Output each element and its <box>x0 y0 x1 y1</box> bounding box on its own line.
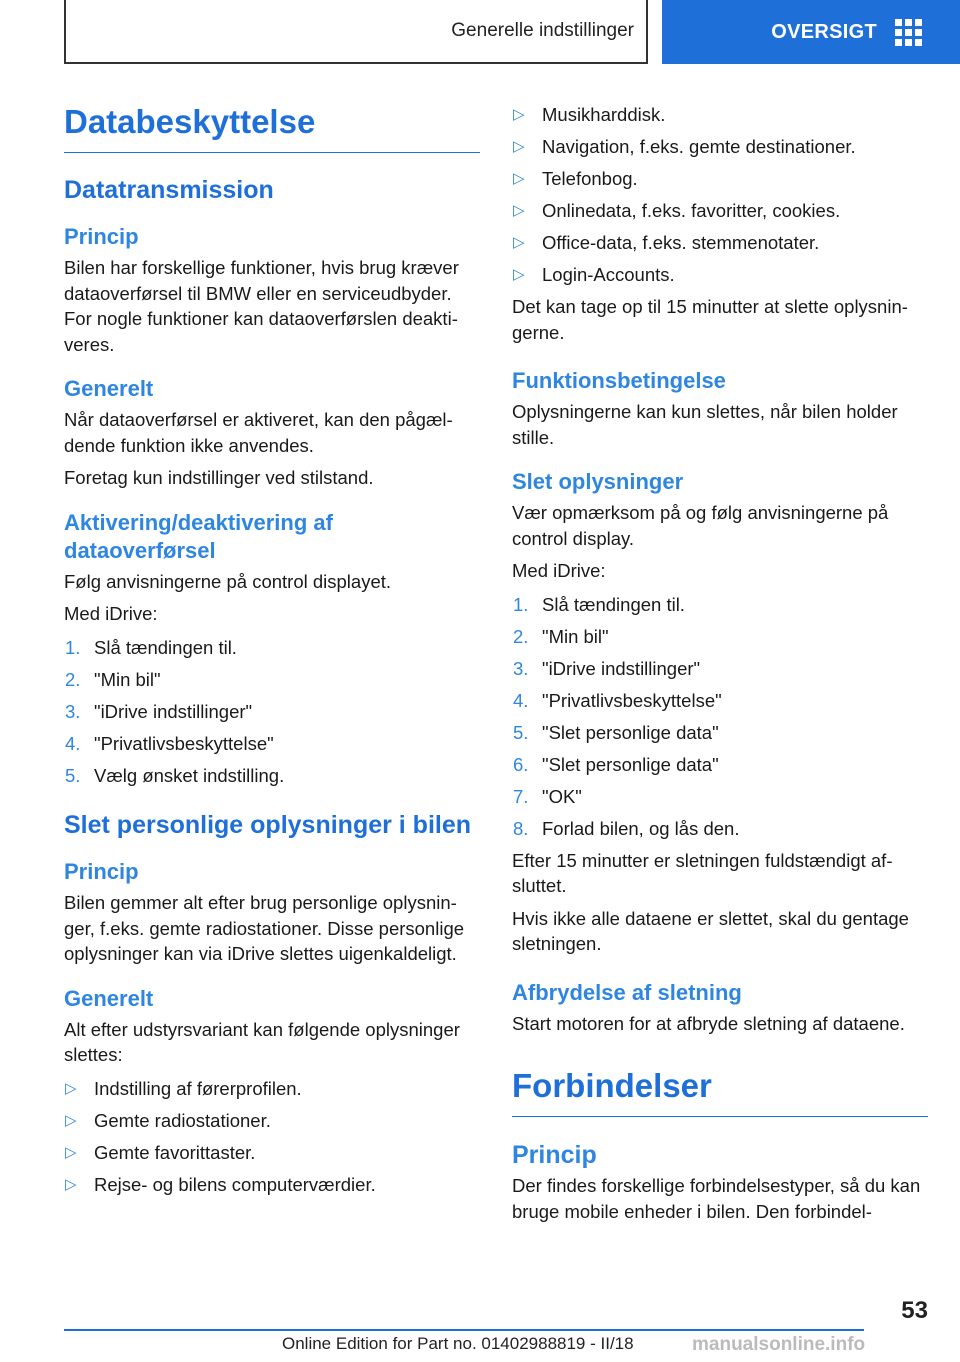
list-item: 8. Forlad bilen, og lås den. <box>513 817 740 839</box>
heading-slet-personlige: Slet personlige oplysninger i bilen <box>64 811 472 839</box>
overview-button[interactable] <box>662 0 960 64</box>
heading-generelt: Generelt <box>64 376 154 401</box>
list-item: 3. "iDrive indstillinger" <box>513 657 701 679</box>
section-title: Generelle indstillinger <box>451 20 634 41</box>
paragraph-generelt-2: Foretag kun indstillinger ved stilstand. <box>64 467 374 488</box>
triangle-bullet-icon: ▷ <box>513 202 525 219</box>
heading-funktionsbetingelse: Funktionsbetingelse <box>512 368 726 393</box>
paragraph-afbrydelse: Start motoren for at afbryde sletning af dataene. <box>512 1012 905 1034</box>
triangle-bullet-icon: ▷ <box>513 138 525 155</box>
paragraph-princip-2: Bilen gemmer alt efter brug personlige oplysninger, f.eks. gemte radiostationer. Disse personlige oplysninger kan via iDrive slettes uigenkaldeligt. <box>64 892 465 964</box>
list-item: 7. "OK" <box>513 785 582 807</box>
list-item: ▷ Gemte favorittaster. <box>64 1140 480 1166</box>
paragraph-slet-2: Med iDrive: <box>512 560 606 581</box>
list-item: ▷ Indstilling af førerprofilen. <box>64 1076 480 1102</box>
list-item: 4. "Privatlivsbeskyttelse" <box>513 689 722 711</box>
list-item: ▷ Rejse- og bilens computerværdier. <box>64 1172 480 1198</box>
left-column <box>64 98 480 1204</box>
list-item: 3. "iDrive indstillinger" <box>65 700 253 722</box>
running-header <box>64 0 648 64</box>
page-title: Databeskyttelse <box>64 98 480 153</box>
delete-steps <box>512 592 928 842</box>
paragraph-princip: Bilen har forskellige funktioner, hvis brug kræver dataoverførsel til BMW eller en serviceudbyder. For nogle funktioner kan dataoverførslen deaktiveres. <box>64 257 459 355</box>
paragraph-aktivering-2: Med iDrive: <box>64 603 158 624</box>
heading-aktivering: Aktivering/deaktivering af dataoverførsel <box>64 509 333 563</box>
deletable-items <box>64 1076 480 1198</box>
list-item: ▷ Gemte radiostationer. <box>64 1108 480 1134</box>
list-item: ▷ Navigation, f.eks. gemte destinationer. <box>512 134 928 160</box>
paragraph-delete-time: Det kan tage op til 15 minutter at slette oplysningerne. <box>512 296 908 343</box>
triangle-bullet-icon: ▷ <box>513 234 525 251</box>
right-column <box>512 102 928 1231</box>
paragraph-generelt-3: Alt efter udstyrsvariant kan følgende oplysninger slettes: <box>64 1018 460 1065</box>
list-item: ▷ Onlinedata, f.eks. favoritter, cookies. <box>512 198 928 224</box>
list-item: 1. Slå tændingen til. <box>513 593 685 615</box>
list-item: 5. "Slet personlige data" <box>513 721 719 743</box>
list-item: ▷ Musikharddisk. <box>512 102 928 128</box>
triangle-bullet-icon: ▷ <box>65 1143 77 1161</box>
list-item: 6. "Slet personlige data" <box>513 753 719 775</box>
paragraph-slet-1: Vær opmærksom på og følg anvisningerne på control display. <box>512 502 889 549</box>
page-number: 53 <box>901 1297 928 1324</box>
list-item: 1. Slå tændingen til. <box>65 636 237 658</box>
list-item: 4. "Privatlivsbeskyttelse" <box>65 732 274 754</box>
grid-menu-icon <box>895 19 922 46</box>
triangle-bullet-icon: ▷ <box>65 1079 77 1097</box>
activation-steps <box>64 635 480 789</box>
paragraph-princip-3: Der findes forskellige forbindelsestyper, så du kan bruge mobile enheder i bilen. Den forbindel- <box>512 1175 921 1222</box>
heading-princip-2: Princip <box>64 859 139 884</box>
list-item: ▷ Telefonbog. <box>512 166 928 192</box>
heading-generelt-2: Generelt <box>64 985 154 1011</box>
list-item: 5. Vælg ønsket indstilling. <box>65 764 285 786</box>
triangle-bullet-icon: ▷ <box>513 266 525 283</box>
paragraph-funktionsbetingelse: Oplysningerne kan kun slettes, når bilen holder stille. <box>512 401 898 448</box>
paragraph-generelt-1: Når dataoverførsel er aktiveret, kan den pågældende funktion ikke anvendes. <box>64 409 453 456</box>
list-item: ▷ Office-data, f.eks. stemmenotater. <box>512 230 928 256</box>
page-title-forbindelser: Forbindelser <box>512 1062 928 1117</box>
heading-princip-3: Princip <box>512 1141 597 1169</box>
triangle-bullet-icon: ▷ <box>65 1111 77 1129</box>
list-item: 2. "Min bil" <box>513 625 609 647</box>
triangle-bullet-icon: ▷ <box>513 106 525 123</box>
heading-afbrydelse: Afbrydelse af sletning <box>512 979 742 1005</box>
watermark: manualsonline.info <box>692 1334 866 1355</box>
list-item: 2. "Min bil" <box>65 668 161 690</box>
deletable-items-cont <box>512 102 928 288</box>
paragraph-after: Efter 15 minutter er sletningen fuldstændigt afsluttet. <box>512 849 893 896</box>
heading-princip: Princip <box>64 224 139 249</box>
list-item: ▷ Login-Accounts. <box>512 262 928 288</box>
footer-rule <box>64 1329 864 1331</box>
overview-label: OVERSIGT <box>771 20 877 43</box>
triangle-bullet-icon: ▷ <box>65 1175 77 1193</box>
heading-slet-oplysninger: Slet oplysninger <box>512 469 684 494</box>
triangle-bullet-icon: ▷ <box>513 170 525 187</box>
heading-datatransmission: Datatransmission <box>64 176 274 204</box>
paragraph-aktivering-1: Følg anvisningerne på control displayet. <box>64 570 392 592</box>
edition-info: Online Edition for Part no. 01402988819 - II/18 <box>282 1334 634 1353</box>
paragraph-repeat: Hvis ikke alle dataene er slettet, skal du gentage sletningen. <box>512 907 909 954</box>
